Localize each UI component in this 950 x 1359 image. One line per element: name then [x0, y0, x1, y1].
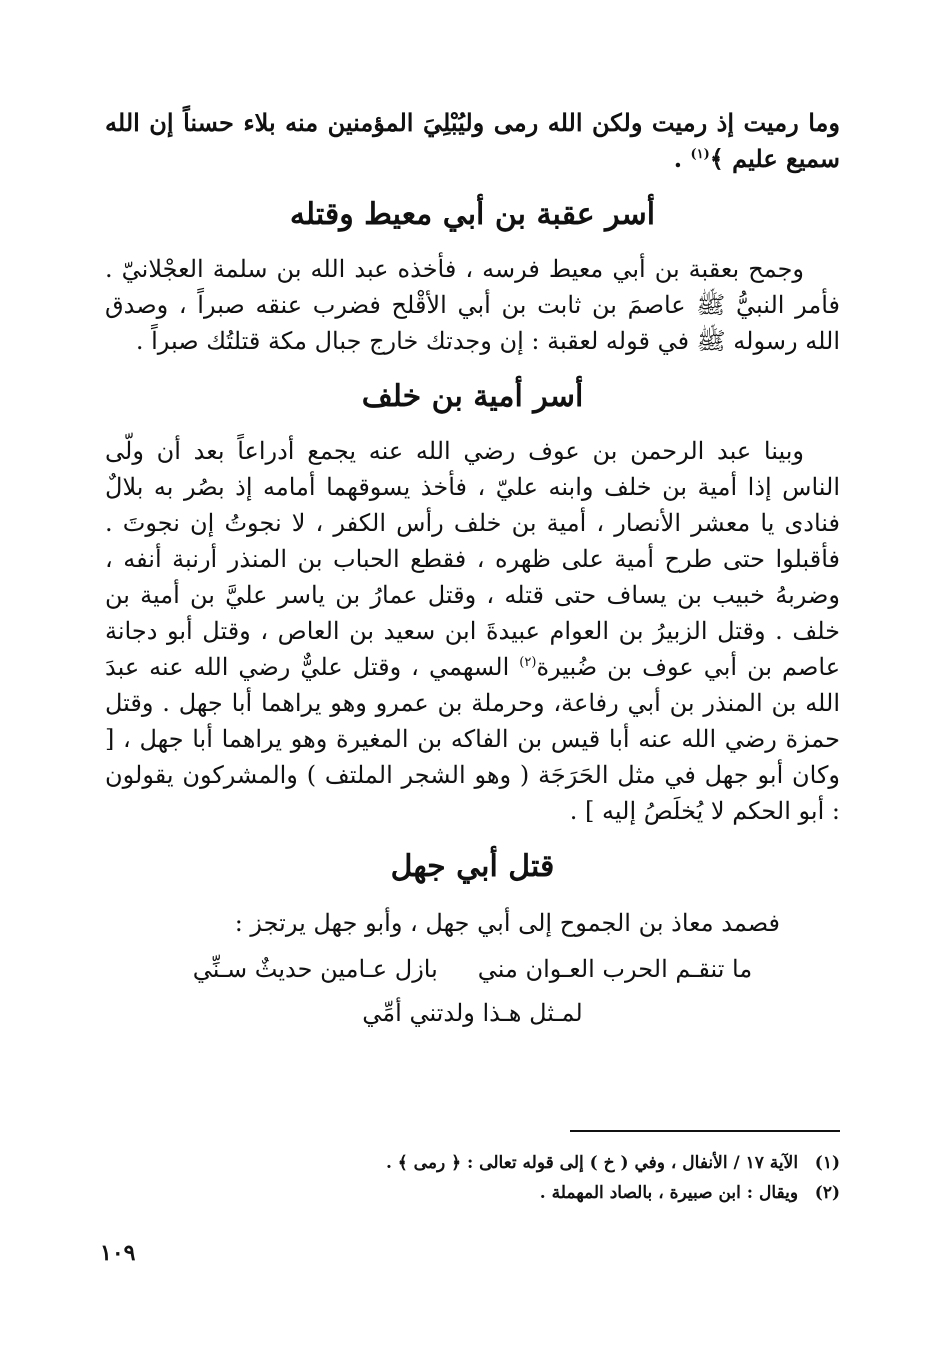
opening-verse-paragraph	[105, 105, 840, 177]
footnote-ref-2[interactable]: (٢)	[519, 655, 537, 670]
poem-hemistich-second: بازل عـامين حديثٌ سـنِّي	[192, 955, 438, 983]
paragraph-umayya-text-a: وبينا عبد الرحمن بن عوف رضي الله عنه يجمع أدراعاً بعد أن ولّى الناس إذا أمية بن خلف وابنه عليّ ، فأخذ يسوقهما أمامه إذ بصُر به بلالٌ فنادى يا معشر الأنصار ، أمية بن خلف رأس الكفر ، لا نجوتُ إن نجوتَ . فأقبلوا حتى طرح أمية على ظهره ، فقطع الحباب بن المنذر أرنبة أنفه ، وضربهُ خبيب بن يساف حتى قتله ، وقتل عمارُ بن ياسر عليَّ بن أمية بن خلف . وقتل الزبيرُ بن العوام عبيدةَ ابن سعيد بن العاص ، وقتل أبو دجانة عاصم بن أبي عوف بن ضُبيرة	[105, 437, 841, 681]
footnotes	[105, 1148, 840, 1208]
page-number: ١٠٩	[100, 1240, 136, 1266]
footnote-ref-1[interactable]: (١)	[690, 147, 710, 162]
poem-final-line: لمـثل هـذا ولدتني أمِّي	[362, 999, 583, 1027]
footnote-divider	[570, 1130, 840, 1132]
poem-block	[105, 903, 840, 1033]
poem-intro: فصمد معاذ بن الجموح إلى أبي جهل ، وأبو جهل يرتجز :	[234, 909, 780, 937]
footnote-1-text: الآية ١٧ / الأنفال ، وفي ( خ ) إلى قوله تعالى : ﴿ رمى ﴾ .	[385, 1153, 799, 1173]
paragraph-uqba: وجمح بعقبة بن أبي معيط فرسه ، فأخذه عبد الله بن سلمة العجْلانيّ . فأمر النبيُّ ﷺ عاصمَ بن ثابت بن أبي الأقْلح فضرب عنقه صبراً ، وصدق الله رسوله ﷺ في قوله لعقبة : إن وجدتك خارج جبال مكة قتلتُك صبراً .	[105, 255, 840, 355]
paragraph-umayya-text-b: السهمي ، وقتل عليٌّ رضي الله عنه عبدَ الله بن المنذر بن أبي رفاعة، وحرملة بن عمرو وهو يراهما أبا جهل . وقتل حمزة رضي الله عنه أبا قيس بن الفاكه بن المغيرة وهو يراهما أبا جهل ، [ وكان أبو جهل في مثل الحَرَجَة ( وهو الشجر الملتف ) والمشركون يقولون : أبو الحكم لا يُخلَصُ إليه ] .	[105, 653, 840, 825]
opening-verse-text: وما رميت إذ رميت ولكن الله رمى وليُبْلِيَ المؤمنين منه بلاء حسناً إن الله سميع عليم ﴾	[105, 108, 840, 173]
heading-abu-jahl: قتل أبي جهل	[390, 849, 555, 884]
footnote-2-number: (٢)	[814, 1183, 840, 1203]
opening-verse-tail: .	[673, 144, 691, 173]
heading-umayya: أسر أمية بن خلف	[361, 379, 584, 414]
page-body	[105, 105, 840, 1033]
heading-uqba: أسر عقبة بن أبي معيط وقتله	[289, 197, 656, 232]
paragraph-umayya	[105, 433, 840, 829]
footnote-2	[105, 1178, 840, 1208]
poem-hemistich-first: ما تنقـم الحرب العـوان مني	[477, 955, 753, 983]
footnote-2-text: ويقال : ابن صبيرة ، بالصاد المهملة .	[539, 1183, 799, 1203]
poem-verse-line	[105, 949, 840, 989]
footnote-1-number: (١)	[814, 1153, 840, 1173]
footnote-1	[105, 1148, 840, 1178]
